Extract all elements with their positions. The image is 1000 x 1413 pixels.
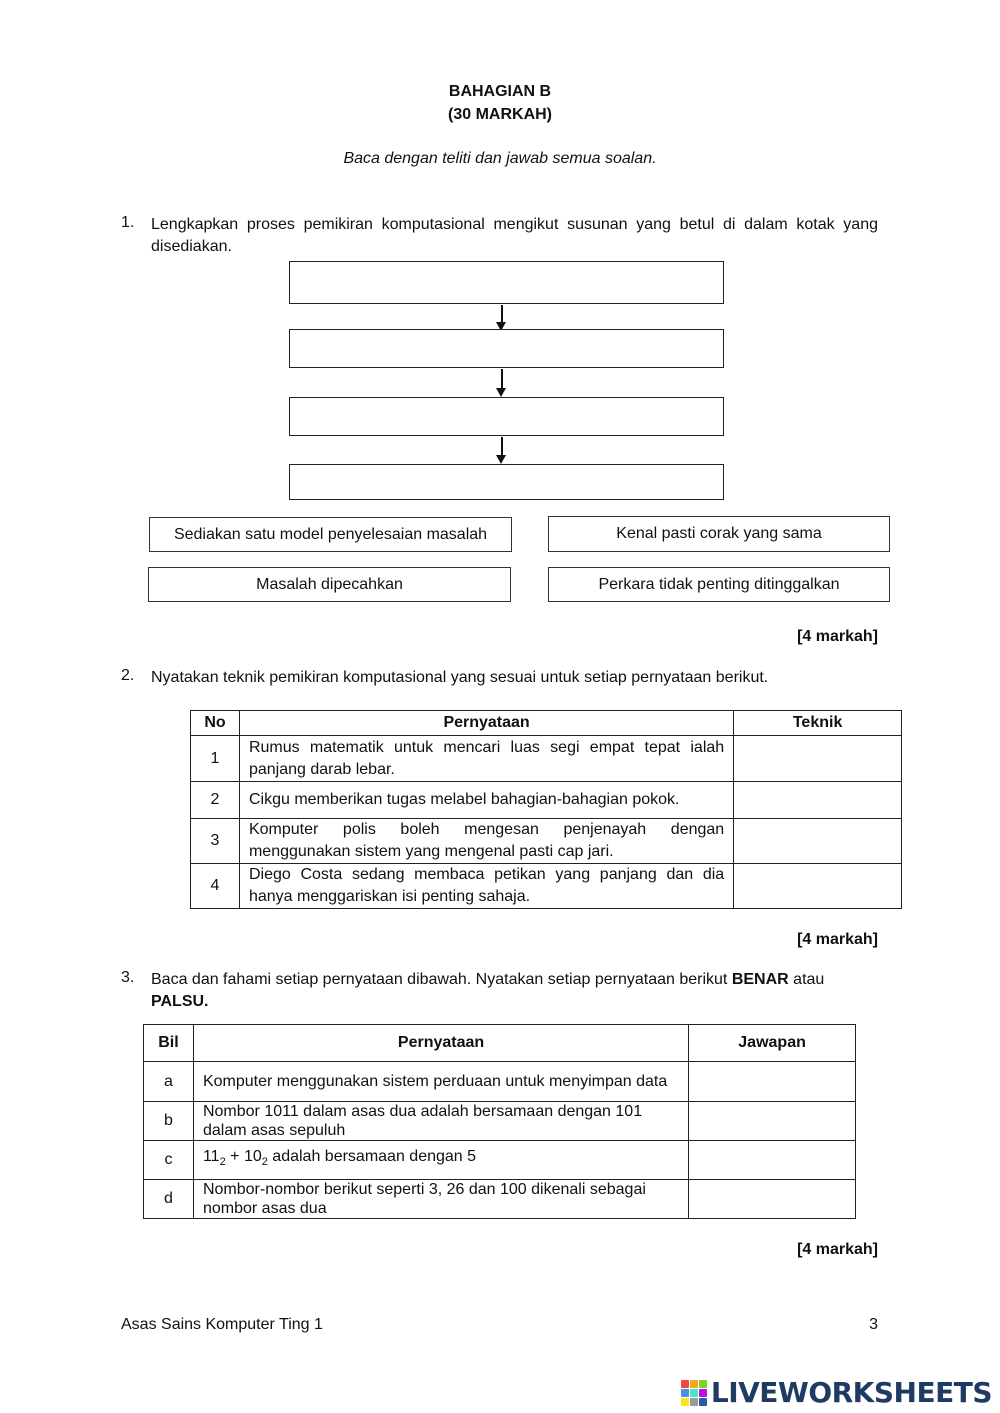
q3-table (143, 1024, 856, 1219)
statement-rest: adalah bersamaan dengan 5 (267, 1148, 477, 1166)
logo-tile (699, 1389, 707, 1397)
q1-answer-box-3[interactable] (289, 397, 724, 436)
q1-text: Lengkapkan proses pemikiran komputasional mengikut susunan yang betul di dalam kotak yang disediakan. (151, 216, 878, 255)
column-header-no: No (191, 711, 240, 736)
logo-text: LIVEWORKSHEETS (710, 1376, 992, 1409)
instructions: Baca dengan teliti dan jawab semua soalan. (343, 150, 657, 167)
q3-text-part2: atau (788, 971, 825, 988)
technique-answer-cell[interactable] (734, 819, 902, 864)
q1-answer-box-4[interactable] (289, 464, 724, 500)
column-header-bil: Bil (144, 1025, 194, 1062)
q2-number: 2. (121, 667, 135, 684)
liveworksheets-logo (681, 1376, 992, 1409)
table-row (191, 819, 902, 864)
column-header-statement: Pernyataan (193, 1025, 688, 1062)
answer-cell[interactable] (689, 1180, 856, 1219)
q1-number: 1. (121, 214, 135, 231)
logo-tile (699, 1398, 707, 1406)
q1-answer-box-1[interactable] (289, 261, 724, 304)
table-row (191, 864, 902, 909)
q1-option-4[interactable]: Perkara tidak penting ditinggalkan (548, 567, 890, 602)
logo-tile (681, 1389, 689, 1397)
q1-marks: [4 markah] (797, 628, 878, 645)
table-row (191, 736, 902, 782)
binary-number-b: 10 (243, 1148, 262, 1166)
table-row (144, 1062, 856, 1102)
row-number: 4 (191, 864, 240, 909)
q2-table (190, 710, 902, 909)
technique-answer-cell[interactable] (734, 736, 902, 782)
q3-marks: [4 markah] (797, 1241, 878, 1258)
technique-answer-cell[interactable] (734, 782, 902, 819)
base-subscript-b: 2 (261, 1156, 268, 1169)
table-row (191, 782, 902, 819)
binary-number-a: 11 (202, 1148, 220, 1166)
logo-tile (690, 1380, 698, 1388)
row-statement: Diego Costa sedang membaca petikan yang panjang dan dia hanya menggariskan isi penting sahaja. (239, 864, 733, 909)
row-number: 3 (191, 819, 240, 864)
column-header-technique: Teknik (734, 711, 902, 736)
row-statement: Nombor 1011 dalam asas dua adalah bersamaan dengan 101 dalam asas sepuluh (193, 1102, 688, 1141)
q1-option-1[interactable]: Sediakan satu model penyelesaian masalah (149, 517, 512, 552)
q2-text: Nyatakan teknik pemikiran komputasional yang sesuai untuk setiap pernyataan berikut. (151, 669, 769, 686)
row-letter: c (144, 1141, 194, 1180)
table-header-row (144, 1025, 856, 1062)
logo-grid-icon (681, 1380, 707, 1406)
section-marks: (30 MARKAH) (448, 106, 552, 123)
answer-cell[interactable] (689, 1102, 856, 1141)
plus-sign: + (225, 1148, 244, 1166)
logo-tile (681, 1380, 689, 1388)
q3-text (151, 969, 878, 1013)
q3-text-true: BENAR (731, 971, 789, 988)
row-letter: d (144, 1180, 194, 1219)
table-row (144, 1180, 856, 1219)
q2-marks: [4 markah] (797, 931, 878, 948)
footer-title: Asas Sains Komputer Ting 1 (121, 1316, 323, 1333)
q1-answer-box-2[interactable] (289, 329, 724, 368)
base-subscript-a: 2 (219, 1156, 226, 1169)
row-letter: a (144, 1062, 194, 1102)
table-row (144, 1141, 856, 1180)
technique-answer-cell[interactable] (734, 864, 902, 909)
answer-cell[interactable] (689, 1062, 856, 1102)
logo-tile (690, 1389, 698, 1397)
row-letter: b (144, 1102, 194, 1141)
row-statement: Cikgu memberikan tugas melabel bahagian-bahagian pokok. (239, 782, 733, 819)
q1-option-2[interactable]: Kenal pasti corak yang sama (548, 516, 890, 552)
q3-text-false: PALSU. (151, 993, 209, 1010)
table-row (144, 1102, 856, 1141)
row-statement: Nombor-nombor berikut seperti 3, 26 dan 100 dikenali sebagai nombor asas dua (193, 1180, 688, 1219)
logo-tile (690, 1398, 698, 1406)
page-number: 3 (869, 1316, 878, 1333)
row-number: 1 (191, 736, 240, 782)
q3-number: 3. (121, 969, 135, 986)
answer-cell[interactable] (689, 1141, 856, 1180)
row-statement (193, 1141, 688, 1180)
row-statement: Komputer menggunakan sistem perduaan untuk menyimpan data (193, 1062, 688, 1102)
logo-tile (699, 1380, 707, 1388)
section-title: BAHAGIAN B (448, 83, 552, 100)
column-header-statement: Pernyataan (239, 711, 733, 736)
row-number: 2 (191, 782, 240, 819)
q3-text-part1: Baca dan fahami setiap pernyataan dibawah. Nyatakan setiap pernyataan berikut (151, 971, 732, 988)
row-statement: Rumus matematik untuk mencari luas segi empat tepat ialah panjang darab lebar. (239, 736, 733, 782)
q1-option-3[interactable]: Masalah dipecahkan (148, 567, 511, 602)
column-header-answer: Jawapan (689, 1025, 856, 1062)
logo-tile (681, 1398, 689, 1406)
table-header-row (191, 711, 902, 736)
row-statement: Komputer polis boleh mengesan penjenayah dengan menggunakan sistem yang mengenal pasti cap jari. (239, 819, 733, 864)
